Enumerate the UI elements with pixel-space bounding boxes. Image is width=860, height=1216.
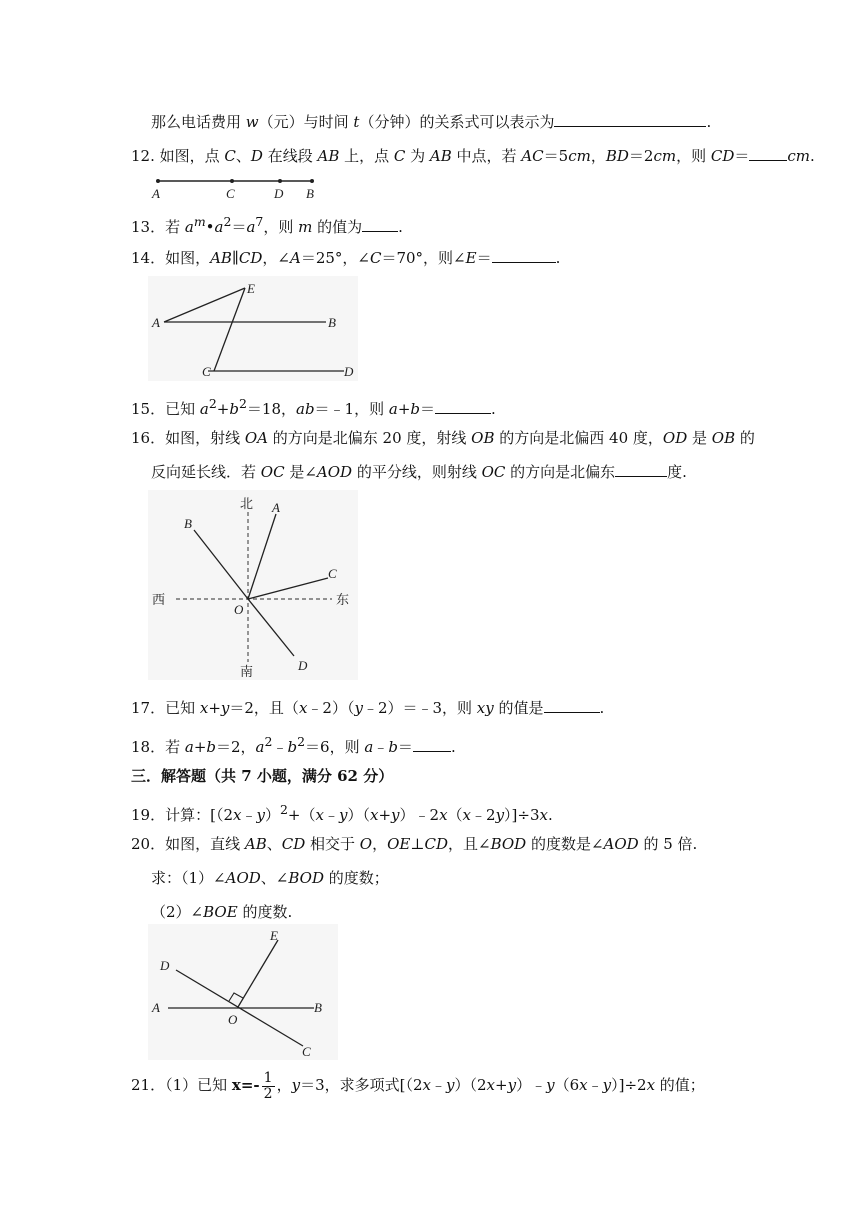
question-15: 15．已知 $a^2+b^2=18$，ab＝﹣1，则 a+b＝ . [131, 396, 496, 418]
answer-blank[interactable] [413, 737, 451, 752]
answer-blank[interactable] [492, 248, 556, 263]
fraction-one-half: $\frac{1}{2}$ [263, 1069, 273, 1102]
compass-west: 西 [152, 593, 166, 608]
intersecting-lines-diagram [148, 924, 338, 1060]
segment-diagram [148, 172, 328, 202]
label-D: D [344, 364, 354, 379]
section-3-heading: 三．解答题（共 7 小题，满分 62 分） [131, 767, 394, 785]
question-12: 12. 如图，点 C、D 在线段 AB 上，点 C 为 AB 中点，若 AC＝5cm，BD＝2cm，则 CD＝ cm. [131, 147, 815, 165]
label-D: D [298, 658, 308, 673]
parallel-lines-diagram [148, 276, 358, 381]
question-19: 19．计算：[（2x﹣y）$^2$+（x﹣y）（x+y）﹣2x（x﹣2y）]÷3x. [131, 802, 553, 824]
question-20-line-1: 20．如图，直线 AB、CD 相交于 O，OE⊥CD，且∠BOD 的度数是∠AOD 的 5 倍. [131, 835, 698, 853]
label-D: D [160, 958, 170, 973]
label-B: B [184, 516, 192, 531]
question-16-line-1: 16．如图，射线 OA 的方向是北偏东 20 度，射线 OB 的方向是北偏西 40 度，OD 是 OB 的 [131, 429, 755, 447]
answer-blank[interactable] [554, 112, 706, 127]
label-C: C [226, 186, 235, 201]
label-C: C [202, 364, 211, 379]
question-14: 14．如图，AB∥CD，∠A＝25°，∠C＝70°，则∠E＝ . [131, 249, 561, 267]
label-D: D [274, 186, 284, 201]
question-16-line-2: 反向延长线．若 OC 是∠AOD 的平分线，则射线 OC 的方向是北偏东 度. [151, 463, 687, 481]
compass-diagram [148, 490, 358, 680]
label-B: B [328, 315, 336, 330]
label-O: O [228, 1012, 238, 1027]
compass-east: 东 [336, 593, 350, 608]
label-O: O [234, 602, 244, 617]
question-18: 18．若 a+b＝2，$a^2﹣b^2=6$，则 a﹣b＝ . [131, 734, 456, 756]
label-E: E [247, 281, 255, 296]
label-A: A [272, 500, 280, 515]
answer-blank[interactable] [749, 146, 787, 161]
answer-blank[interactable] [544, 698, 600, 713]
q11-tail-line: 那么电话费用 w（元）与时间 t（分钟）的关系式可以表示为 . [151, 113, 712, 131]
label-B: B [314, 1000, 322, 1015]
question-21: 21．（1）已知 x=- $\frac{1}{2}$ ，y＝3，求多项式[（2x﹣y）（2x+y）﹣y（6x﹣y）]÷2x 的值； [131, 1069, 705, 1102]
label-C: C [328, 566, 337, 581]
answer-blank[interactable] [435, 399, 491, 414]
compass-south: 南 [240, 665, 254, 680]
question-20-line-2: 求：（1）∠AOD、∠BOD 的度数； [151, 869, 389, 887]
question-13: 13．若 $a^m•a^2=a^7$，则 m 的值为 . [131, 214, 403, 236]
question-17: 17．已知 x+y＝2，且（x﹣2）（y﹣2）＝﹣3，则 xy 的值是 . [131, 699, 605, 717]
label-A: A [152, 315, 160, 330]
answer-blank[interactable] [362, 217, 398, 232]
question-20-line-3: （2）∠BOE 的度数. [151, 903, 293, 921]
compass-north: 北 [240, 497, 254, 512]
label-E: E [270, 928, 278, 943]
label-B: B [306, 186, 314, 201]
label-C: C [302, 1044, 311, 1059]
label-A: A [152, 186, 160, 201]
label-A: A [152, 1000, 160, 1015]
answer-blank[interactable] [615, 462, 667, 477]
